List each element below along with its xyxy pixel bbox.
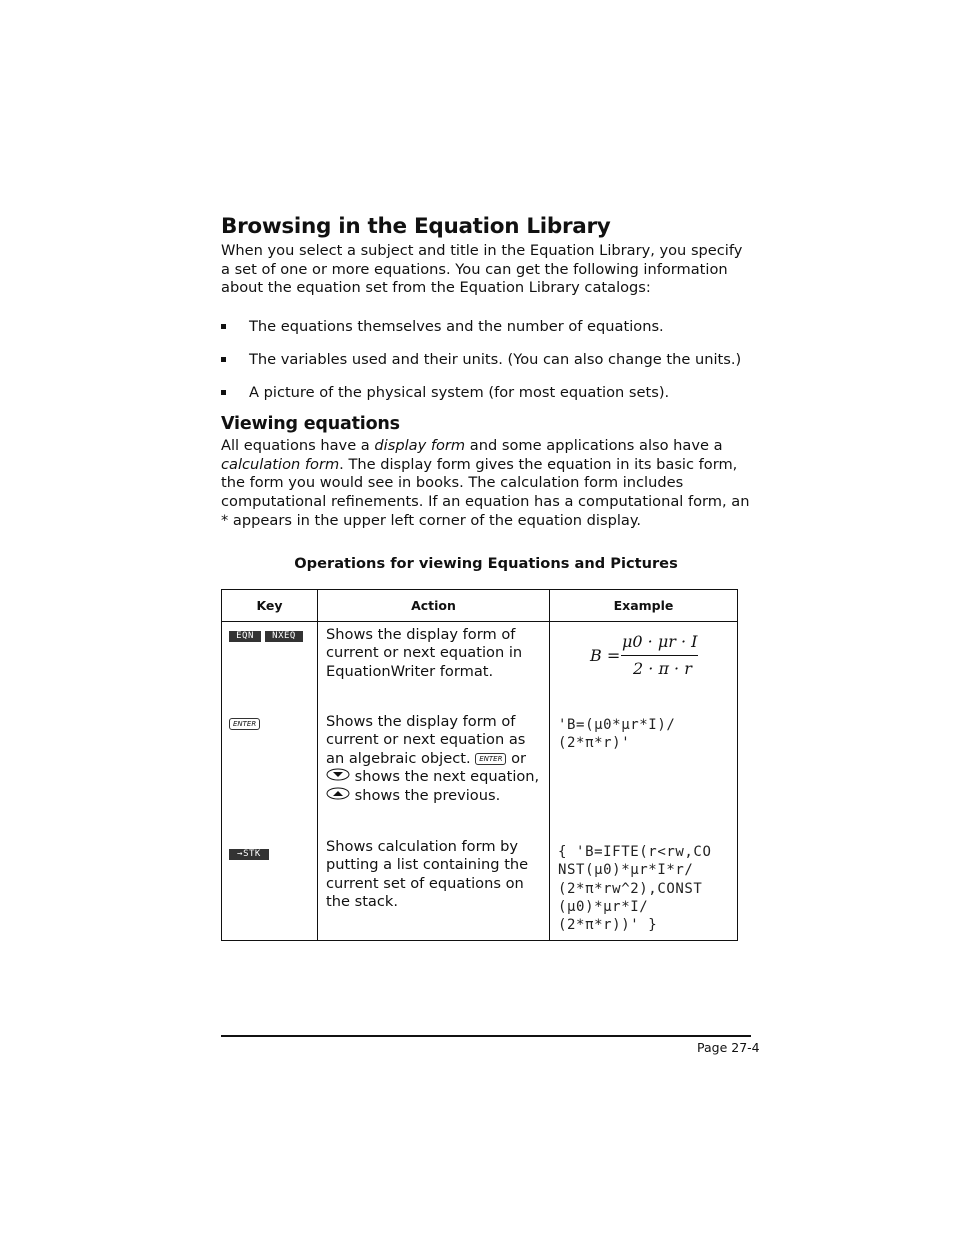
table-header-row	[222, 590, 738, 622]
calculation-example: { 'B=IFTE(r<rw,CO NST(μ0)*μr*I*r/ (2*π*rw^2),CONST (μ0)*μr*I/ (2*π*r))' }	[558, 844, 712, 934]
column-header: Example	[550, 590, 738, 622]
up-arrow-key-icon	[326, 787, 350, 805]
page-number: Page 27-4	[697, 1040, 760, 1055]
bullet-marker-icon	[221, 324, 226, 329]
footer-divider	[221, 1035, 751, 1037]
key-cell	[222, 622, 318, 941]
action-text: Shows calculation form by putting a list containing the current set of equations on the stack.	[326, 838, 529, 911]
column-header: Action	[318, 590, 550, 622]
column-header: Key	[222, 590, 318, 622]
nxeq-softkey-icon: NXEQ	[265, 631, 303, 642]
eqn-softkey-icon: EQN	[229, 631, 261, 642]
table-caption: Operations for viewing Equations and Pictures	[294, 555, 678, 572]
enter-key-icon: ENTER	[475, 753, 506, 765]
page-title: Browsing in the Equation Library	[221, 214, 611, 239]
section-heading: Viewing equations	[221, 414, 400, 434]
algebraic-example: 'B=(μ0*μr*I)/ (2*π*r)'	[558, 717, 676, 752]
bullet-marker-icon	[221, 390, 226, 395]
bullet-marker-icon	[221, 357, 226, 362]
enter-key-icon: ENTER	[229, 718, 260, 730]
action-text: Shows the display form of current or next equation in EquationWriter format.	[326, 626, 523, 680]
down-arrow-key-icon	[326, 768, 350, 786]
action-text: Shows the display form of current or next equation as an algebraic object. ENTER or shows the next equation, shows the previous.	[326, 713, 540, 805]
stk-softkey-icon: →STK	[229, 849, 269, 860]
viewing-paragraph: All equations have a display form and some applications also have a calculation form. The display form gives the equation in its basic form, the form you would see in books. The calculation form includes computational refinements. If an equation has a computational form, an * appears in the upper left corner of the equation display.	[221, 437, 750, 529]
action-cell	[318, 622, 550, 941]
intro-paragraph: When you select a subject and title in the Equation Library, you specify a set of one or more equations. You can get the following information about the equation set from the Equation Library catalogs:	[221, 242, 743, 297]
fraction-bar	[621, 655, 698, 656]
